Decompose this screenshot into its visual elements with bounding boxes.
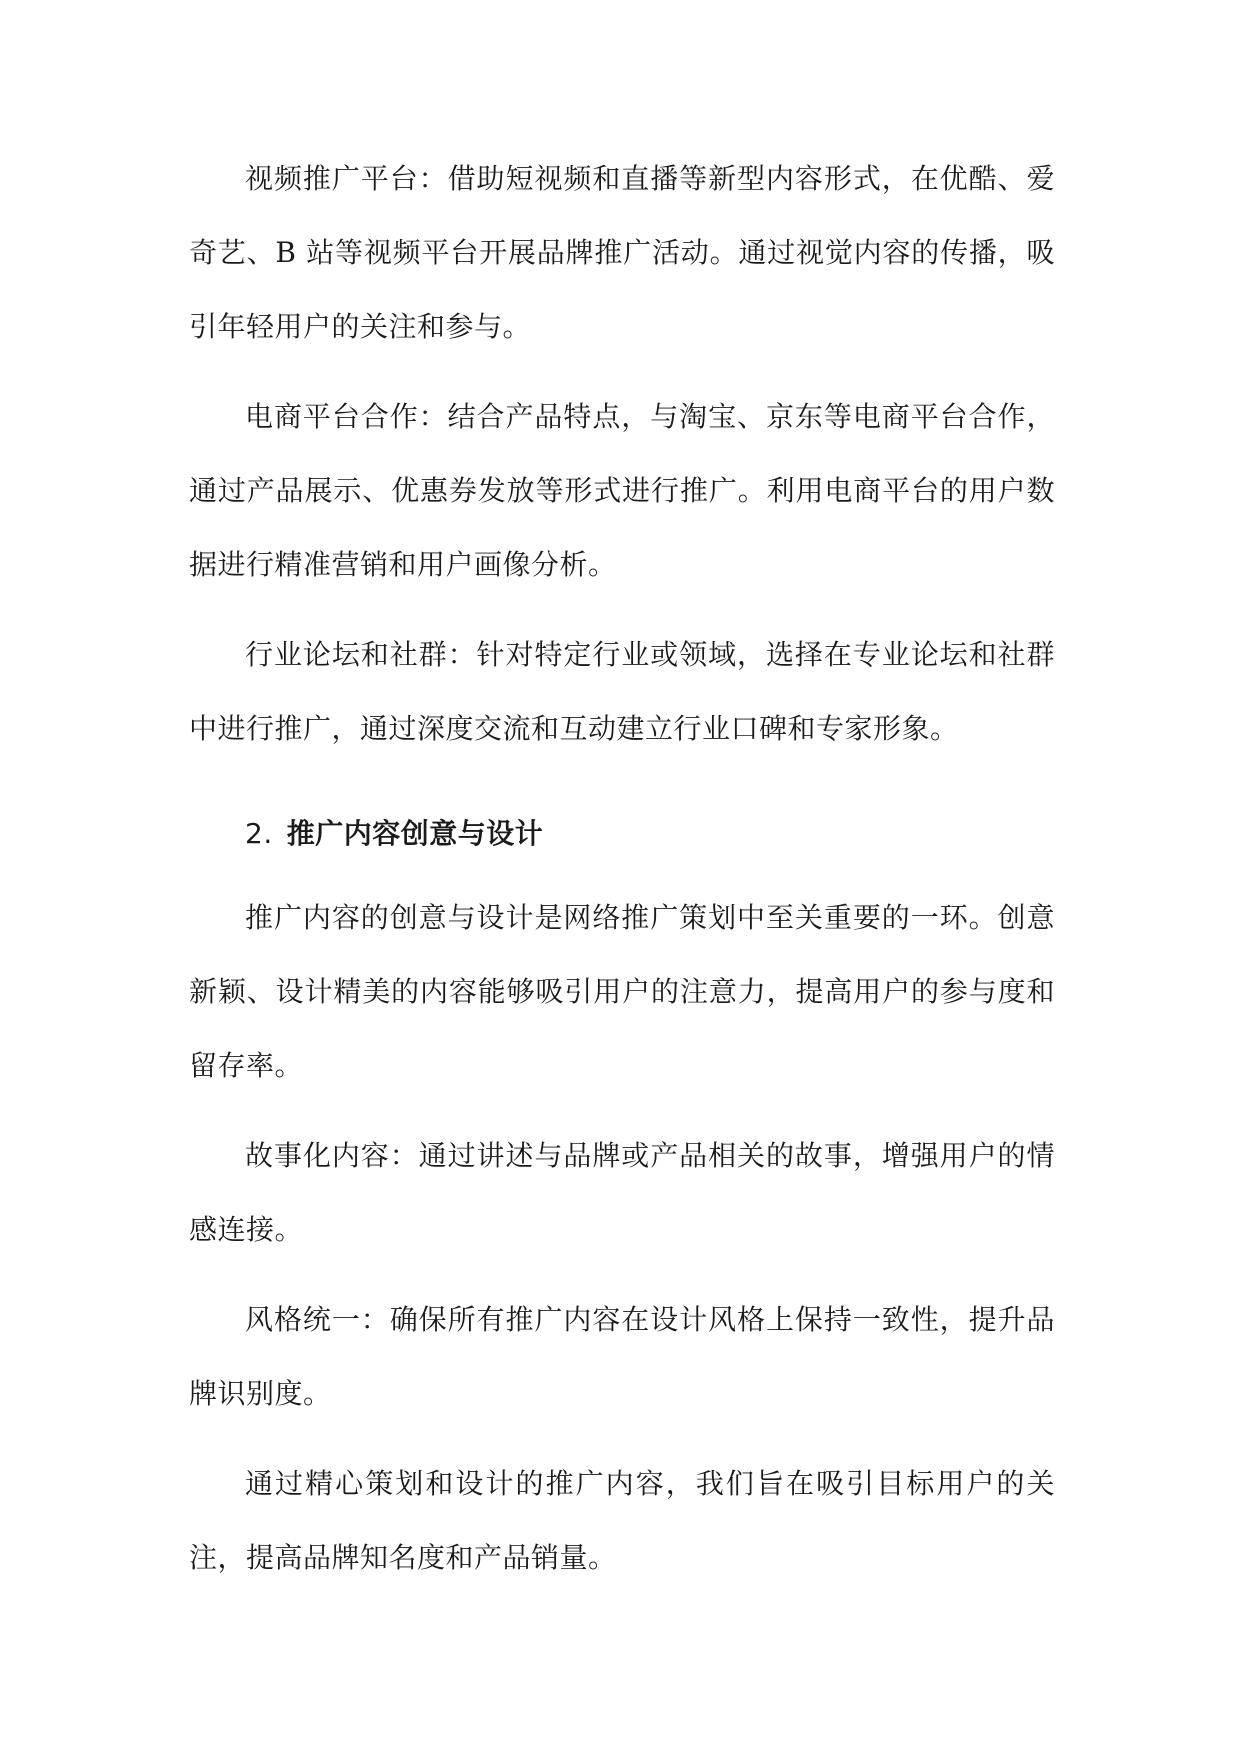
- paragraph-content-intro: 推广内容的创意与设计是网络推广策划中至关重要的一环。创意新颖、设计精美的内容能够吸引用户的注意力，提高用户的参与度和留存率。: [189, 901, 1055, 1082]
- paragraph-storytelling: 故事化内容：通过讲述与品牌或产品相关的故事，增强用户的情感连接。: [189, 1139, 1055, 1246]
- section-title: 推广内容创意与设计: [286, 817, 544, 850]
- document-body: [189, 142, 1055, 1611]
- section-heading: [189, 797, 1055, 871]
- section-number: 2.: [245, 817, 273, 850]
- paragraph-ecommerce-cooperation: 电商平台合作：结合产品特点，与淘宝、京东等电商平台合作，通过产品展示、优惠券发放等形式进行推广。利用电商平台的用户数据进行精准营销和用户画像分析。: [189, 400, 1055, 581]
- paragraph-industry-forums: 行业论坛和社群：针对特定行业或领域，选择在专业论坛和社群中进行推广，通过深度交流和互动建立行业口碑和专家形象。: [189, 638, 1055, 745]
- paragraph-video-platform: 视频推广平台：借助短视频和直播等新型内容形式，在优酷、爱奇艺、B 站等视频平台开展品牌推广活动。通过视觉内容的传播，吸引年轻用户的关注和参与。: [189, 162, 1055, 343]
- paragraph-style-consistency: 风格统一：确保所有推广内容在设计风格上保持一致性，提升品牌识别度。: [189, 1303, 1055, 1410]
- paragraph-conclusion: 通过精心策划和设计的推广内容，我们旨在吸引目标用户的关注，提高品牌知名度和产品销量。: [189, 1467, 1055, 1574]
